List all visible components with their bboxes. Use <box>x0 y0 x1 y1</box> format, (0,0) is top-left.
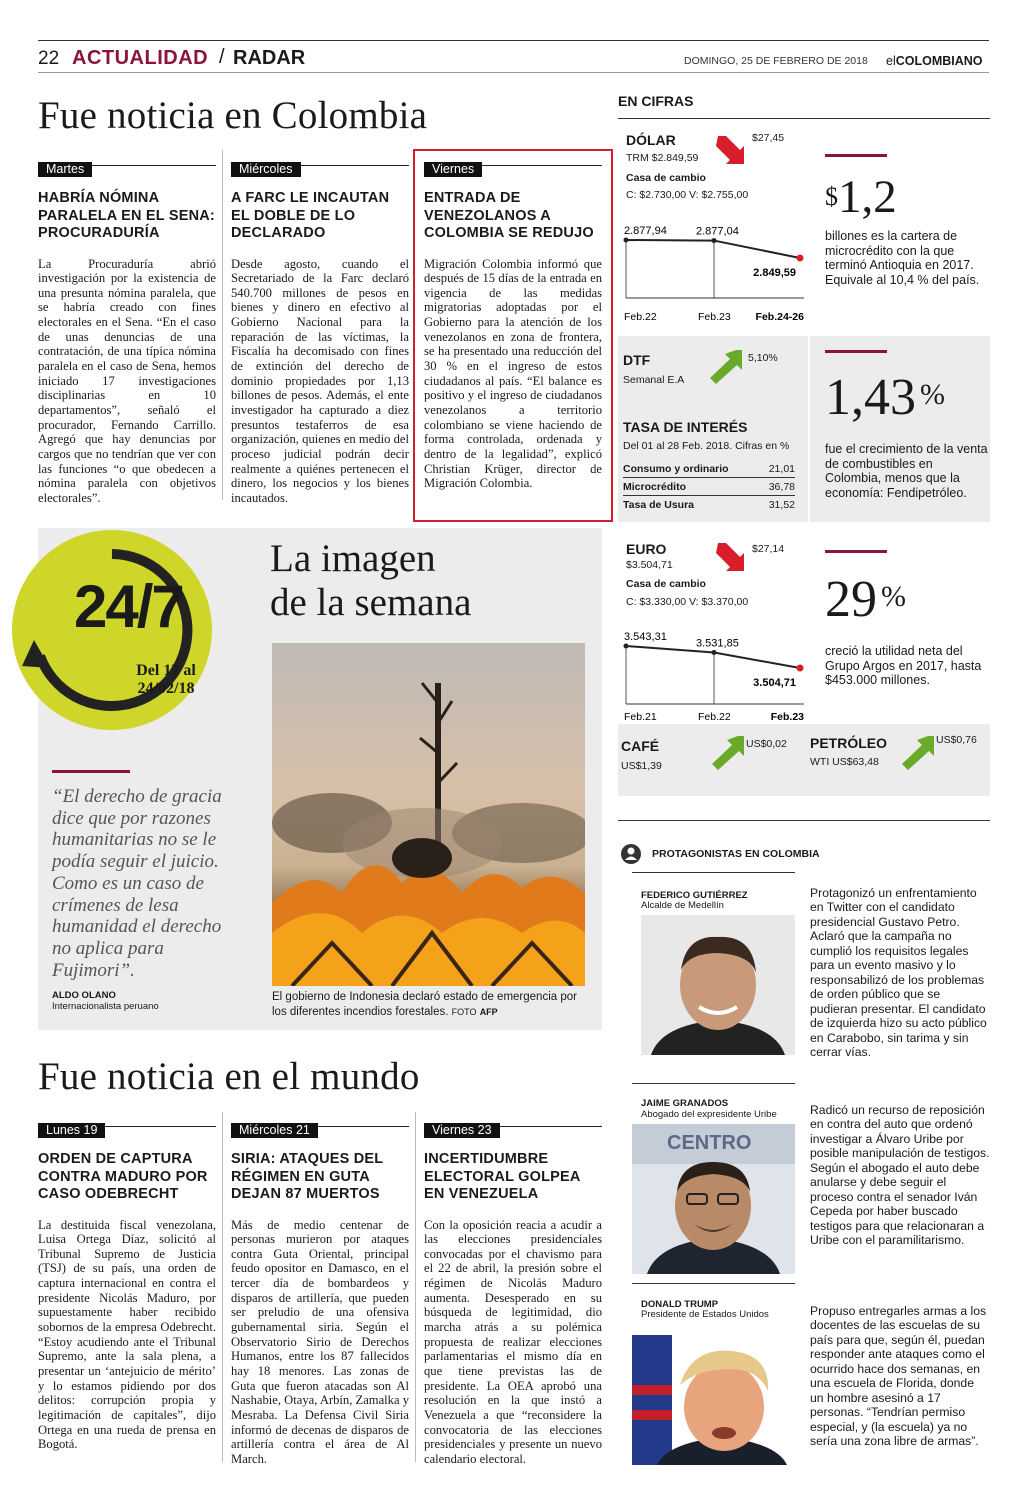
arrow-down-icon <box>714 132 750 168</box>
imagen-title-line2: de la semana <box>270 581 472 624</box>
section-separator: / <box>219 46 225 68</box>
person-rule <box>632 1283 795 1284</box>
person-icon <box>620 843 642 865</box>
chart-point <box>712 650 717 655</box>
chart-point <box>797 665 804 672</box>
person-role: Presidente de Estados Unidos <box>641 1309 769 1320</box>
dolar-chart <box>618 216 808 334</box>
mundo-section-title: Fue noticia en el mundo <box>38 1055 420 1098</box>
imagen-title-line1: La imagen <box>270 537 436 580</box>
portrait-image <box>632 1124 795 1274</box>
badge-number: 24/7 <box>74 573 183 640</box>
masthead-rule <box>38 72 989 73</box>
person-role: Abogado del expresidente Uribe <box>641 1109 777 1120</box>
colombia-article-1 <box>38 160 216 506</box>
top-rule <box>38 40 989 41</box>
rate-value: 21,01 <box>768 462 795 475</box>
chart-data-label: 3.504,71 <box>753 677 796 689</box>
colombia-article-3 <box>424 160 602 491</box>
colombia-article-2 <box>231 160 409 506</box>
petroleo-change: US$0,76 <box>936 734 977 746</box>
table-row <box>623 496 795 514</box>
section-name: ACTUALIDAD <box>72 47 209 69</box>
cafe-change: US$0,02 <box>746 738 787 750</box>
article-body: Con la oposición reacia a acudir a las elecciones presidenciales convocadas por el chavismo para el 22 de abril, la presión sobre el régimen de Nicolás Maduro aumenta. Desesperado en su búsqueda de legitimidad, dio marcha atrás a su polémica propuesta de realizar elecciones parlamentarias el mismo día en que tiene previstas las de presidente. La OEA aprobó una resolución en la que instó a Venezuela a que “reconsidere la convocatoria de las elecciones presidenciales y presente un nuevo calendario electoral. <box>424 1217 602 1466</box>
chart-data-label: 2.877,94 <box>624 225 667 237</box>
person-text: Propuso entregarles armas a los docentes de las escuelas de su país para que, según él, puedan responder ante ataques como el ocurrido hace dos semanas, en una escuela de Florida, donde un hombre asesinó a 17 personas. “Tendrían permiso especial, y (la escuela) ya no sería una zona libre de armas”. <box>810 1304 987 1449</box>
dolar-trm: TRM $2.849,59 <box>626 152 699 164</box>
stat-number: 1,43 <box>825 369 916 426</box>
euro-chart <box>618 622 808 722</box>
article-body: La destituida fiscal venezolana, Luisa Ortega Díaz, solicitó al Tribunal Supremo de Justicia (TSJ) de su país, una orden de captura internacional en contra el presidente Nicolás Maduro, por supuestamente haber recibido sobornos de la empresa Odebrecht. “Estoy acudiendo ante el Tribunal Supremo, ante la sala plena, a presentar un ‘antejuicio de mérito’ y lo estamos pidiendo por dos delitos: corrupción propia y legitimación de capitales”, dijo Ortega en una rueda de prensa en Bogotá. <box>38 1217 216 1452</box>
forest-fire-photo <box>272 643 585 986</box>
person-rule <box>632 1083 795 1084</box>
chart-data-label: 3.543,31 <box>624 631 667 643</box>
column-divider <box>415 1112 416 1462</box>
euro-casa-label: Casa de cambio <box>626 578 706 590</box>
chart-tick-label: Feb.24-26 <box>755 311 804 323</box>
person-name: JAIME GRANADOS <box>641 1098 729 1109</box>
column-divider <box>222 150 223 500</box>
person-name: DONALD TRUMP <box>641 1299 719 1310</box>
chart-tick-label: Feb.23 <box>698 311 731 323</box>
euro-label: EURO <box>626 541 667 557</box>
stat-panel-2 <box>810 336 990 522</box>
person-role: Alcalde de Medellín <box>641 900 724 911</box>
tasa-table <box>623 460 795 514</box>
imagen-title <box>270 537 471 625</box>
stat-accent-bar <box>825 154 887 157</box>
arrow-up-icon <box>708 732 748 772</box>
issue-date: DOMINGO, 25 DE FEBRERO DE 2018 <box>684 55 868 67</box>
cafe-sub: US$1,39 <box>621 760 662 772</box>
stat-figure <box>825 570 906 629</box>
chart-point <box>712 238 717 243</box>
day-tag: Viernes 23 <box>424 1123 500 1138</box>
day-tag: Lunes 19 <box>38 1123 105 1138</box>
article-headline: INCERTIDUMBRE ELECTORAL GOLPEA EN VENEZUELA <box>424 1151 581 1202</box>
brand-name: COLOMBIANO <box>895 54 983 68</box>
svg-text:CENTRO: CENTRO <box>667 1132 752 1154</box>
dolar-panel <box>618 120 808 334</box>
person-rule <box>632 872 795 873</box>
photo-caption <box>272 990 592 1019</box>
article-headline: HABRÍA NÓMINA PARALELA EN EL SENA: PROCURADURÍA <box>38 190 215 241</box>
chart-point <box>624 644 629 649</box>
article-body: Desde agosto, cuando el Secretariado de la Farc declaró 540.700 millones de pesos en bienes y dinero en efectivo al Gobierno Nacional para la reparación de las víctimas, la Fiscalía ha decomisado con fines de extinción del derecho de dominio propiedades por 1,13 billones de pesos. Además, el ente investigador ha capturado a diez presuntos testaferros de esa organización, quienes en medio del proceso judicial podrán decir realmente a quiénes pertenecen el dinero, los negocios y los bienes incautados. <box>231 256 409 505</box>
day-tag: Miércoles 21 <box>231 1123 318 1138</box>
quote-author: ALDO OLANO <box>52 990 116 1001</box>
dtf-panel <box>618 336 808 522</box>
mundo-article-1 <box>38 1121 216 1452</box>
rate-value: 31,52 <box>768 499 795 511</box>
portrait-image <box>641 915 795 1055</box>
chart-point <box>624 238 629 243</box>
dolar-casa-values: C: $2.730,00 V: $2.755,00 <box>626 189 749 201</box>
rate-value: 36,78 <box>768 480 795 493</box>
stat-number: 29 <box>825 571 877 628</box>
caption-text: El gobierno de Indonesia declaró estado de emergencia por los diferentes incendios forestales. <box>272 991 577 1018</box>
day-tag: Viernes <box>424 162 482 177</box>
cafe-label: CAFÉ <box>621 738 660 754</box>
dtf-sub: Semanal E.A <box>623 374 685 386</box>
day-tag: Martes <box>38 162 92 177</box>
dolar-casa-label: Casa de cambio <box>626 172 706 184</box>
rate-name: Microcrédito <box>623 480 687 493</box>
chart-tick-label: Feb.21 <box>624 711 657 722</box>
euro-casa-values: C: $3.330,00 V: $3.370,00 <box>626 596 749 608</box>
cifras-rule <box>618 118 990 119</box>
chart-data-label: 3.531,85 <box>696 637 739 650</box>
cifras-title: EN CIFRAS <box>618 93 694 109</box>
stat-number: 1,2 <box>838 171 897 223</box>
stat-panel-3 <box>810 526 990 722</box>
chart-tick-label: Feb.23 <box>770 711 804 722</box>
article-body: Migración Colombia informó que después de 15 días de la entrada en vigencia de las medidas migratorias adoptadas por el Gobierno para la atención de los venezolanos en zona de frontera, se ha presentado una reducción del 30 % en el ingreso de estos ciudadanos al país. “El balance es positivo y el ingreso de ciudadanos venezolanos a territorio colombiano se viene haciendo de forma controlada, ordenada y dentro de la legalidad”, explicó Christian Krüger, director de Migración Colombia. <box>424 256 602 491</box>
article-headline: ORDEN DE CAPTURA CONTRA MADURO POR CASO ODEBRECHT <box>38 1151 208 1202</box>
protagonistas-title: PROTAGONISTAS EN COLOMBIA <box>652 848 820 860</box>
arrow-down-icon <box>714 539 750 575</box>
stat-figure <box>825 368 945 427</box>
dolar-label: DÓLAR <box>626 132 676 148</box>
arrow-up-icon <box>898 732 938 772</box>
chart-data-label: 2.877,04 <box>696 225 739 238</box>
article-headline: ENTRADA DE VENEZOLANOS A COLOMBIA SE REDUJO <box>424 190 594 241</box>
portrait-image <box>632 1325 795 1465</box>
dolar-change: $27,45 <box>752 132 785 144</box>
euro-change: $27,14 <box>752 543 785 555</box>
petroleo-sub: WTI US$63,48 <box>810 756 879 768</box>
brand-prefix: el <box>886 54 896 68</box>
table-row <box>623 478 795 496</box>
stat-text: fue el crecimiento de la venta de combustibles en Colombia, menos que la economía: Fendipetróleo. <box>825 442 988 500</box>
stat-accent-bar <box>825 550 887 553</box>
forest-fire-image <box>272 643 585 986</box>
dtf-label: DTF <box>623 352 651 368</box>
article-headline: A FARC LE INCAUTAN EL DOBLE DE LO DECLARADO <box>231 190 390 241</box>
person-text: Radicó un recurso de reposición en contra del auto que ordenó investigar a Álvaro Uribe por posible manipulación de testigos. Según el abogado el auto debe anularse y debe seguir el proceso contra el senador Iván Cepeda por haber buscado testigos para que relacionaran a Uribe con el paramilitarismo. <box>810 1103 990 1248</box>
table-row <box>623 460 795 478</box>
stat-panel-1 <box>810 120 990 334</box>
pull-quote: “El derecho de gracia dice que por razones humanitarias no se le podía seguir el juicio. Como es un caso de crímenes de lesa humanidad el derecho no aplica para Fujimori”. <box>52 786 222 981</box>
quote-role: Internacionalista peruano <box>52 1001 159 1012</box>
chart-tick-label: Feb.22 <box>698 711 731 722</box>
jaime-granados-photo <box>632 1124 795 1274</box>
chart-data-label: 2.849,59 <box>753 267 796 279</box>
article-body: La Procuraduría abrió investigación por la existencia de una presunta nómina paralela, que se habría creado con fines electorales en el Sena. “En el caso de unas denuncias de una contratación, de una típica nómina paralela en el caso de Sena, hemos iniciado 17 investigaciones disciplinarias en 10 departamentos”, señaló el procurador, Fernando Carrillo. Agregó que hay denuncias por cargos que no tendrían que ver con las funciones “o que obedecen a nómina paralela con objetivos electorales”. <box>38 256 216 505</box>
newspaper-brand <box>886 54 983 68</box>
caption-credit-label: FOTO <box>451 1006 477 1017</box>
colombia-section-title: Fue noticia en Colombia <box>38 94 428 137</box>
tasa-label: TASA DE INTERÉS <box>623 419 748 435</box>
stat-accent-bar <box>825 350 887 353</box>
person-text: Protagonizó un enfrentamiento en Twitter con el candidato presidencial Gustavo Petro. Aclaró que la campaña no cumplió los requisitos legales para un evento masivo y lo responsabilizó de los problemas de orden público que se pudieran presentar. El candidato de izquierda hizo su acto público en Carabobo, sin tarima y sin cerrar vías. <box>810 886 987 1059</box>
stat-suffix: % <box>881 580 906 613</box>
mundo-article-2 <box>231 1121 409 1467</box>
euro-panel <box>618 526 808 722</box>
quote-accent-bar <box>52 770 130 773</box>
commodities-panel <box>618 724 990 796</box>
rate-name: Tasa de Usura <box>623 499 695 511</box>
rate-name: Consumo y ordinario <box>623 462 729 475</box>
article-headline: SIRIA: ATAQUES DEL RÉGIMEN EN GUTA DEJAN 87 MUERTOS <box>231 1151 384 1202</box>
protagonistas-rule <box>618 820 990 821</box>
person-name: FEDERICO GUTIÉRREZ <box>641 890 748 901</box>
dtf-change: 5,10% <box>748 352 778 364</box>
petroleo-label: PETRÓLEO <box>810 735 888 751</box>
stat-prefix: $ <box>825 182 838 211</box>
mundo-article-3 <box>424 1121 602 1467</box>
federico-gutierrez-photo <box>641 915 795 1055</box>
badge-dates: Del 17 al 24/02/18 <box>136 662 196 697</box>
stat-text: billones es la cartera de microcrédito con la que terminó Antioquia en 2017. Equivale al 10,4 % del país. <box>825 229 980 287</box>
stat-text: creció la utilidad neta del Grupo Argos en 2017, hasta $453.000 millones. <box>825 644 982 687</box>
stat-figure <box>825 170 897 224</box>
caption-credit: AFP <box>479 1006 498 1017</box>
page-number: 22 <box>38 48 60 69</box>
stat-suffix: % <box>920 378 945 411</box>
chart-tick-label: Feb.22 <box>624 311 657 323</box>
tasa-sub: Del 01 al 28 Feb. 2018. Cifras en % <box>623 440 790 452</box>
donald-trump-photo <box>632 1325 795 1465</box>
day-tag: Miércoles <box>231 162 301 177</box>
euro-value: $3.504,71 <box>626 559 673 571</box>
subsection-name: RADAR <box>233 47 306 69</box>
article-body: Más de medio centenar de personas murieron por ataques contra Guta Oriental, principal feudo opositor en Damasco, en el tercer día de bombardeos y disparos de artillería, que pueden ser preludio de una ofensiva gubernamental siria. Según el Observatorio Sirio de Derechos Humanos, entre los 87 fallecidos hay 18 menores. Las zonas de Guta que fueron atacadas son Al Nashabie, Otaya, Arbín, Zamalka y Mesraba. La Defensa Civil Siria informó de decenas de disparos de artillería contra el área de Al March. <box>231 1217 410 1466</box>
chart-point <box>797 255 804 262</box>
column-divider <box>222 1112 223 1462</box>
arrow-up-icon <box>706 346 746 386</box>
